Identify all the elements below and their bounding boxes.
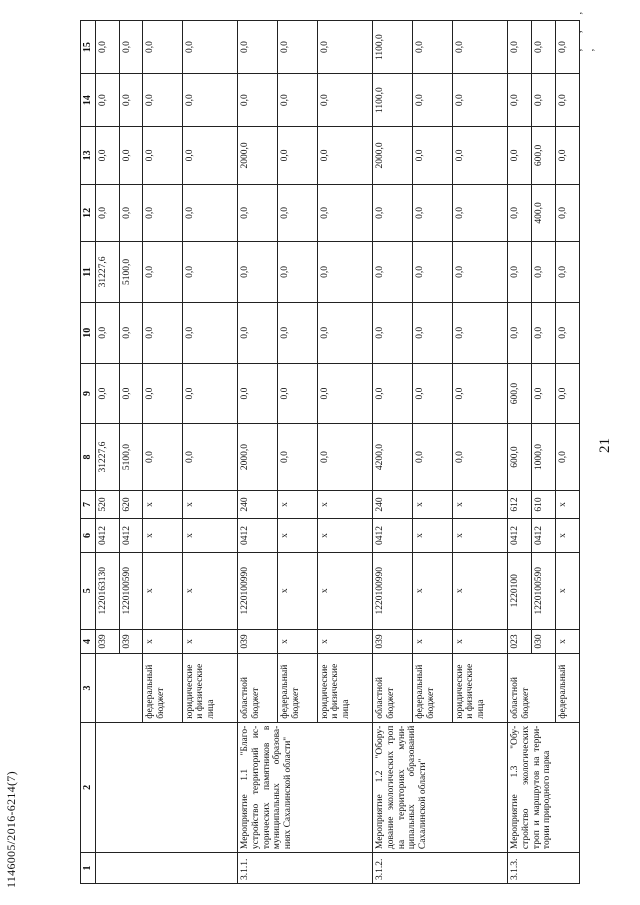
value-cell-col-12: 0,0: [238, 184, 278, 241]
value-cell-col-4: 039: [119, 629, 143, 653]
value-cell-col-10: 0,0: [412, 302, 452, 363]
value-cell-col-7: 620: [119, 490, 143, 519]
value-cell-col-10: 0,0: [556, 302, 580, 363]
value-cell-col-11: 0,0: [556, 242, 580, 303]
value-cell-col-15: 0,0: [317, 21, 373, 74]
value-cell-col-15: 0,0: [508, 21, 532, 74]
value-cell-col-10: 0,0: [182, 302, 238, 363]
budget-table: [80, 20, 580, 884]
value-cell-col-6: x: [556, 519, 580, 552]
source-cell: федеральный: [556, 654, 580, 723]
value-cell-col-8: 31227,6: [96, 424, 120, 490]
activity-2-row-1: [373, 21, 413, 884]
value-cell-col-14: 0,0: [119, 74, 143, 127]
value-cell-col-12: 0,0: [556, 184, 580, 241]
value-cell-col-14: 0,0: [452, 74, 508, 127]
value-cell-col-6: 0412: [238, 519, 278, 552]
source-cell: областной бюджет: [508, 654, 556, 723]
value-cell-col-15: 0,0: [119, 21, 143, 74]
value-cell-col-15: 0,0: [532, 21, 556, 74]
value-cell-col-4: x: [278, 629, 318, 653]
value-cell-col-15: 0,0: [143, 21, 183, 74]
value-cell-col-14: 0,0: [556, 74, 580, 127]
value-cell-col-8: 0,0: [556, 424, 580, 490]
value-cell-col-13: 0,0: [317, 127, 373, 184]
value-cell-col-5: x: [412, 552, 452, 629]
activity-1-row-1: [238, 21, 278, 884]
value-cell-col-8: 600,0: [508, 424, 532, 490]
value-cell-col-8: 0,0: [278, 424, 318, 490]
activity-name: Мероприятие 1.2 "Обору-дование экологических троп на территориях муни-ципальных образований Сахалинской области": [373, 722, 508, 852]
column-header-10: 10: [81, 302, 96, 363]
value-cell-col-4: x: [412, 629, 452, 653]
column-header-8: 8: [81, 424, 96, 490]
value-cell-col-7: x: [412, 490, 452, 519]
value-cell-col-6: 0412: [532, 519, 556, 552]
value-cell-col-10: 0,0: [452, 302, 508, 363]
value-cell-col-15: 0,0: [452, 21, 508, 74]
value-cell-col-13: 0,0: [96, 127, 120, 184]
value-cell-col-6: x: [143, 519, 183, 552]
value-cell-col-6: 0412: [508, 519, 532, 552]
column-header-5: 5: [81, 552, 96, 629]
value-cell-col-13: 2000,0: [238, 127, 278, 184]
value-cell-col-7: 240: [373, 490, 413, 519]
value-cell-col-6: x: [412, 519, 452, 552]
value-cell-col-9: 0,0: [452, 363, 508, 424]
value-cell-col-14: 0,0: [238, 74, 278, 127]
value-cell-col-7: x: [278, 490, 318, 519]
source-cell: юридические и физические лица: [182, 654, 238, 723]
value-cell-col-10: 0,0: [508, 302, 532, 363]
value-cell-col-13: 0,0: [119, 127, 143, 184]
value-cell-col-5: 1220100: [508, 552, 532, 629]
value-cell-col-10: 0,0: [143, 302, 183, 363]
value-cell-col-9: 600,0: [508, 363, 532, 424]
value-cell-col-6: x: [278, 519, 318, 552]
blank-source-cell: [96, 654, 143, 723]
column-header-1: 1: [81, 853, 96, 884]
value-cell-col-10: 0,0: [238, 302, 278, 363]
value-cell-col-9: 0,0: [119, 363, 143, 424]
column-header-6: 6: [81, 519, 96, 552]
activity-number: 3.1.1.: [238, 853, 373, 884]
value-cell-col-14: 0,0: [508, 74, 532, 127]
value-cell-col-12: 0,0: [119, 184, 143, 241]
source-cell: областной бюджет: [373, 654, 413, 723]
value-cell-col-7: x: [143, 490, 183, 519]
value-cell-col-14: 0,0: [143, 74, 183, 127]
value-cell-col-5: x: [452, 552, 508, 629]
value-cell-col-4: 023: [508, 629, 532, 653]
value-cell-col-13: 0,0: [556, 127, 580, 184]
value-cell-col-5: x: [317, 552, 373, 629]
value-cell-col-8: 0,0: [412, 424, 452, 490]
column-header-3: 3: [81, 654, 96, 723]
value-cell-col-4: x: [182, 629, 238, 653]
value-cell-col-8: 5100,0: [119, 424, 143, 490]
value-cell-col-14: 0,0: [317, 74, 373, 127]
value-cell-col-12: 0,0: [182, 184, 238, 241]
value-cell-col-14: 0,0: [96, 74, 120, 127]
value-cell-col-11: 31227,6: [96, 242, 120, 303]
value-cell-col-4: 039: [96, 629, 120, 653]
value-cell-col-15: 0,0: [238, 21, 278, 74]
source-cell: областной бюджет: [238, 654, 278, 723]
source-cell: юридические и физические лица: [452, 654, 508, 723]
value-cell-col-7: 610: [532, 490, 556, 519]
value-cell-col-4: 039: [238, 629, 278, 653]
value-cell-col-12: 0,0: [143, 184, 183, 241]
value-cell-col-11: 0,0: [182, 242, 238, 303]
value-cell-col-11: 0,0: [532, 242, 556, 303]
value-cell-col-5: 1220100590: [532, 552, 556, 629]
value-cell-col-13: 0,0: [278, 127, 318, 184]
activity-number: 3.1.3.: [508, 853, 580, 884]
value-cell-col-7: x: [452, 490, 508, 519]
column-header-row: [81, 21, 96, 884]
activity-number: 3.1.2.: [373, 853, 508, 884]
column-header-7: 7: [81, 490, 96, 519]
document-footer-code: 1146005/2016-6214(7): [4, 771, 18, 888]
value-cell-col-9: 0,0: [238, 363, 278, 424]
value-cell-col-8: 1000,0: [532, 424, 556, 490]
column-header-11: 11: [81, 242, 96, 303]
value-cell-col-8: 0,0: [452, 424, 508, 490]
value-cell-col-9: 0,0: [143, 363, 183, 424]
value-cell-col-13: 0,0: [412, 127, 452, 184]
value-cell-col-12: 0,0: [452, 184, 508, 241]
value-cell-col-6: 0412: [96, 519, 120, 552]
value-cell-col-10: 0,0: [278, 302, 318, 363]
value-cell-col-11: 0,0: [278, 242, 318, 303]
value-cell-col-10: 0,0: [96, 302, 120, 363]
value-cell-col-5: 1220100990: [238, 552, 278, 629]
value-cell-col-9: 0,0: [317, 363, 373, 424]
value-cell-col-9: 0,0: [96, 363, 120, 424]
value-cell-col-9: 0,0: [412, 363, 452, 424]
activity-3-row-1: [508, 21, 532, 884]
value-cell-col-12: 0,0: [278, 184, 318, 241]
value-cell-col-14: 0,0: [412, 74, 452, 127]
value-cell-col-6: 0412: [373, 519, 413, 552]
value-cell-col-12: 0,0: [96, 184, 120, 241]
value-cell-col-5: x: [143, 552, 183, 629]
value-cell-col-10: 0,0: [373, 302, 413, 363]
value-cell-col-7: 240: [238, 490, 278, 519]
value-cell-col-4: 030: [532, 629, 556, 653]
value-cell-col-14: 0,0: [182, 74, 238, 127]
value-cell-col-5: 1220163130: [96, 552, 120, 629]
value-cell-col-8: 0,0: [317, 424, 373, 490]
column-header-9: 9: [81, 363, 96, 424]
value-cell-col-14: 1100,0: [373, 74, 413, 127]
value-cell-col-5: 1220100590: [119, 552, 143, 629]
source-cell: федеральный бюджет: [143, 654, 183, 723]
value-cell-col-5: 1220100990: [373, 552, 413, 629]
value-cell-col-7: 612: [508, 490, 532, 519]
value-cell-col-9: 0,0: [556, 363, 580, 424]
source-cell: федеральный бюджет: [278, 654, 318, 723]
value-cell-col-7: 520: [96, 490, 120, 519]
value-cell-col-4: x: [452, 629, 508, 653]
value-cell-col-15: 0,0: [556, 21, 580, 74]
value-cell-col-7: x: [317, 490, 373, 519]
value-cell-col-5: x: [278, 552, 318, 629]
value-cell-col-5: x: [182, 552, 238, 629]
value-cell-col-9: 0,0: [278, 363, 318, 424]
value-cell-col-14: 0,0: [278, 74, 318, 127]
page-number: 21: [597, 438, 613, 453]
value-cell-col-6: x: [317, 519, 373, 552]
column-header-2: 2: [81, 722, 96, 852]
value-cell-col-12: 0,0: [412, 184, 452, 241]
value-cell-col-15: 0,0: [412, 21, 452, 74]
value-cell-col-8: 2000,0: [238, 424, 278, 490]
value-cell-col-11: 0,0: [317, 242, 373, 303]
value-cell-col-4: 039: [373, 629, 413, 653]
value-cell-col-5: x: [556, 552, 580, 629]
value-cell-col-15: 0,0: [278, 21, 318, 74]
value-cell-col-10: 0,0: [317, 302, 373, 363]
value-cell-col-12: 400,0: [532, 184, 556, 241]
cont-row-1: [96, 21, 120, 884]
value-cell-col-15: 0,0: [96, 21, 120, 74]
value-cell-col-12: 0,0: [508, 184, 532, 241]
value-cell-col-12: 0,0: [373, 184, 413, 241]
column-header-4: 4: [81, 629, 96, 653]
value-cell-col-15: 1100,0: [373, 21, 413, 74]
column-header-12: 12: [81, 184, 96, 241]
value-cell-col-14: 0,0: [532, 74, 556, 127]
value-cell-col-13: 0,0: [143, 127, 183, 184]
value-cell-col-4: x: [556, 629, 580, 653]
value-cell-col-8: 4200,0: [373, 424, 413, 490]
column-header-14: 14: [81, 74, 96, 127]
value-cell-col-13: 0,0: [452, 127, 508, 184]
value-cell-col-11: 0,0: [508, 242, 532, 303]
value-cell-col-13: 0,0: [182, 127, 238, 184]
value-cell-col-11: 0,0: [373, 242, 413, 303]
value-cell-col-15: 0,0: [182, 21, 238, 74]
value-cell-col-13: 0,0: [508, 127, 532, 184]
value-cell-col-4: x: [317, 629, 373, 653]
value-cell-col-9: 0,0: [182, 363, 238, 424]
value-cell-col-9: 0,0: [532, 363, 556, 424]
value-cell-col-7: x: [182, 490, 238, 519]
value-cell-col-8: 0,0: [182, 424, 238, 490]
value-cell-col-6: x: [182, 519, 238, 552]
value-cell-col-8: 0,0: [143, 424, 183, 490]
activity-name: Мероприятие 1.3 "Обу-стройство экологических троп и маршрутов на терри-тории природного парка: [508, 722, 580, 852]
value-cell-col-11: 0,0: [143, 242, 183, 303]
source-cell: юридические и физические лица: [317, 654, 373, 723]
column-header-13: 13: [81, 127, 96, 184]
activity-name: Мероприятие 1.1 "Благо-устройство территорий ис-торических памятников в муниципальных образова-ниях Сахалинской области": [238, 722, 373, 852]
value-cell-col-13: 2000,0: [373, 127, 413, 184]
value-cell-col-10: 0,0: [532, 302, 556, 363]
value-cell-col-4: x: [143, 629, 183, 653]
value-cell-col-13: 600,0: [532, 127, 556, 184]
value-cell-col-9: 0,0: [373, 363, 413, 424]
value-cell-col-7: x: [556, 490, 580, 519]
column-header-15: 15: [81, 21, 96, 74]
blank-number-cell: [96, 853, 238, 884]
source-cell: федеральный бюджет: [412, 654, 452, 723]
value-cell-col-11: 0,0: [412, 242, 452, 303]
value-cell-col-12: 0,0: [317, 184, 373, 241]
value-cell-col-11: 5100,0: [119, 242, 143, 303]
corner-marks: ʼ ʼ ʼ ʼ: [578, 5, 602, 52]
value-cell-col-11: 0,0: [238, 242, 278, 303]
blank-name-cell: [96, 722, 238, 852]
value-cell-col-6: x: [452, 519, 508, 552]
value-cell-col-10: 0,0: [119, 302, 143, 363]
value-cell-col-11: 0,0: [452, 242, 508, 303]
value-cell-col-6: 0412: [119, 519, 143, 552]
